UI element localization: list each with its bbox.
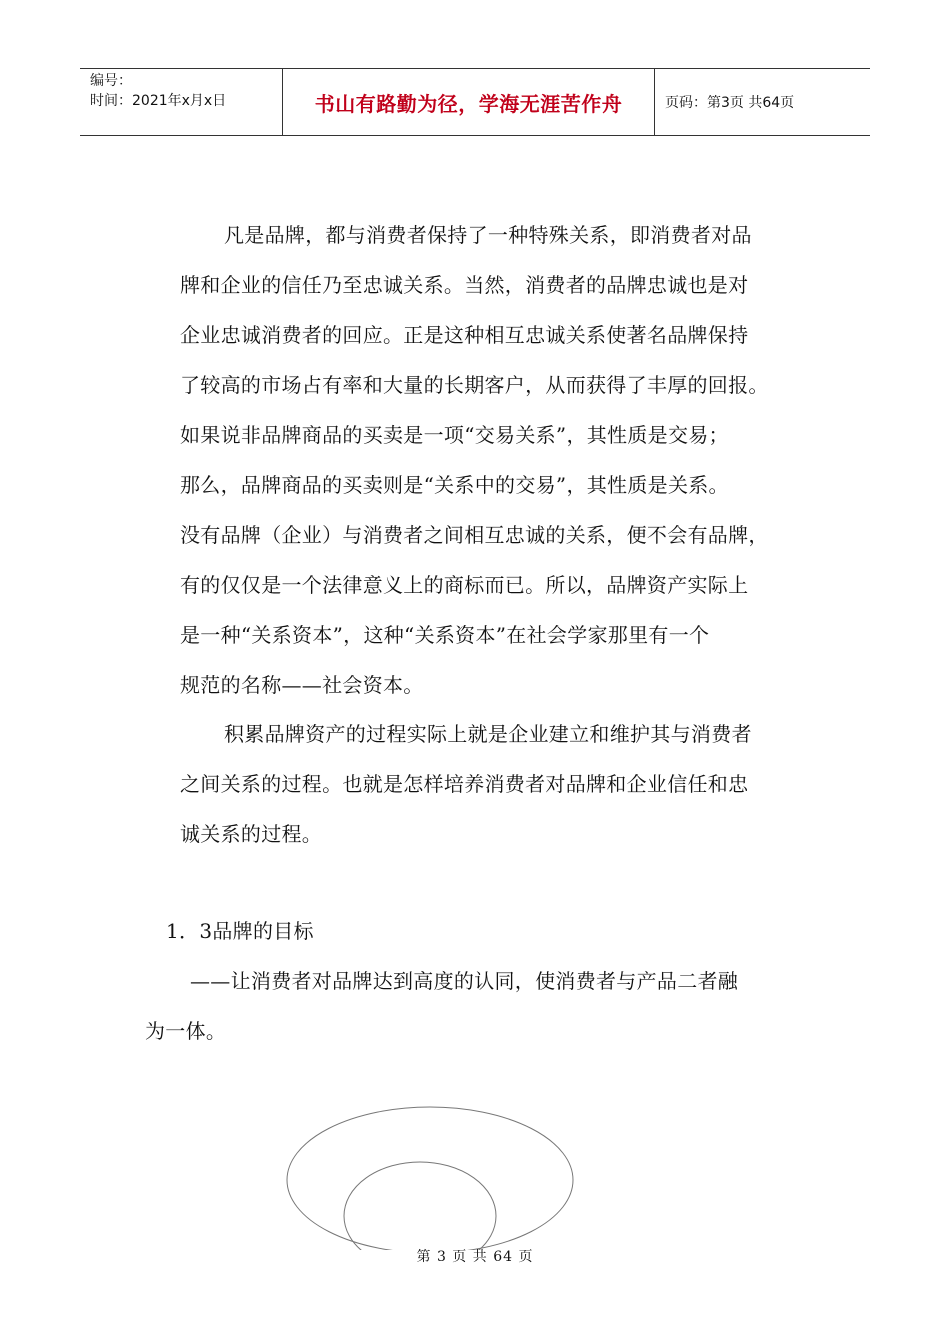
paragraph1-line: 了较高的市场占有率和大量的长期客户，从而获得了丰厚的回报。 [180,373,769,397]
time-label: 时间：2021年x月x日 [90,93,227,109]
header-meta [80,69,283,135]
paragraph2-line: 积累品牌资产的过程实际上就是企业建立和维护其与消费者 [224,722,752,746]
header-page-code: 页码：第3页 共64页 [665,95,795,111]
paragraph1-line: 如果说非品牌商品的买卖是一项“交易关系”，其性质是交易； [180,423,729,447]
outer-ellipse [287,1107,573,1250]
paragraph1-line: 没有品牌（企业）与消费者之间相互忠诚的关系，便不会有品牌， [180,523,769,547]
paragraph1-line: 有的仅仅是一个法律意义上的商标而已。所以，品牌资产实际上 [180,573,749,597]
inner-ellipse [344,1162,496,1250]
concentric-ellipses-diagram [280,1100,580,1250]
page-header [80,68,870,136]
section-line: ——让消费者对品牌达到高度的认同，使消费者与产品二者融 [190,969,739,993]
section-line: 为一体。 [145,1019,227,1043]
paragraph1-line: 是一种“关系资本”，这种“关系资本”在社会学家那里有一个 [180,623,710,647]
number-label: 编号： [90,73,132,89]
paragraph1-line: 规范的名称——社会资本。 [180,673,424,697]
paragraph1-line: 凡是品牌，都与消费者保持了一种特殊关系，即消费者对品 [224,223,752,247]
paragraph1-line: 牌和企业的信任乃至忠诚关系。当然，消费者的品牌忠诚也是对 [180,273,749,297]
paragraph2-line: 之间关系的过程。也就是怎样培养消费者对品牌和企业信任和忠 [180,772,749,796]
page-footer: 第 3 页 共 64 页 [416,1249,534,1265]
paragraph1-line: 企业忠诚消费者的回应。正是这种相互忠诚关系使著名品牌保持 [180,323,749,347]
paragraph1-line: 那么，品牌商品的买卖则是“关系中的交易”，其性质是关系。 [180,473,729,497]
paragraph2-line: 诚关系的过程。 [180,822,323,846]
header-slogan: 书山有路勤为径，学海无涯苦作舟 [283,69,655,135]
section-title: 1．3品牌的目标 [166,919,314,943]
